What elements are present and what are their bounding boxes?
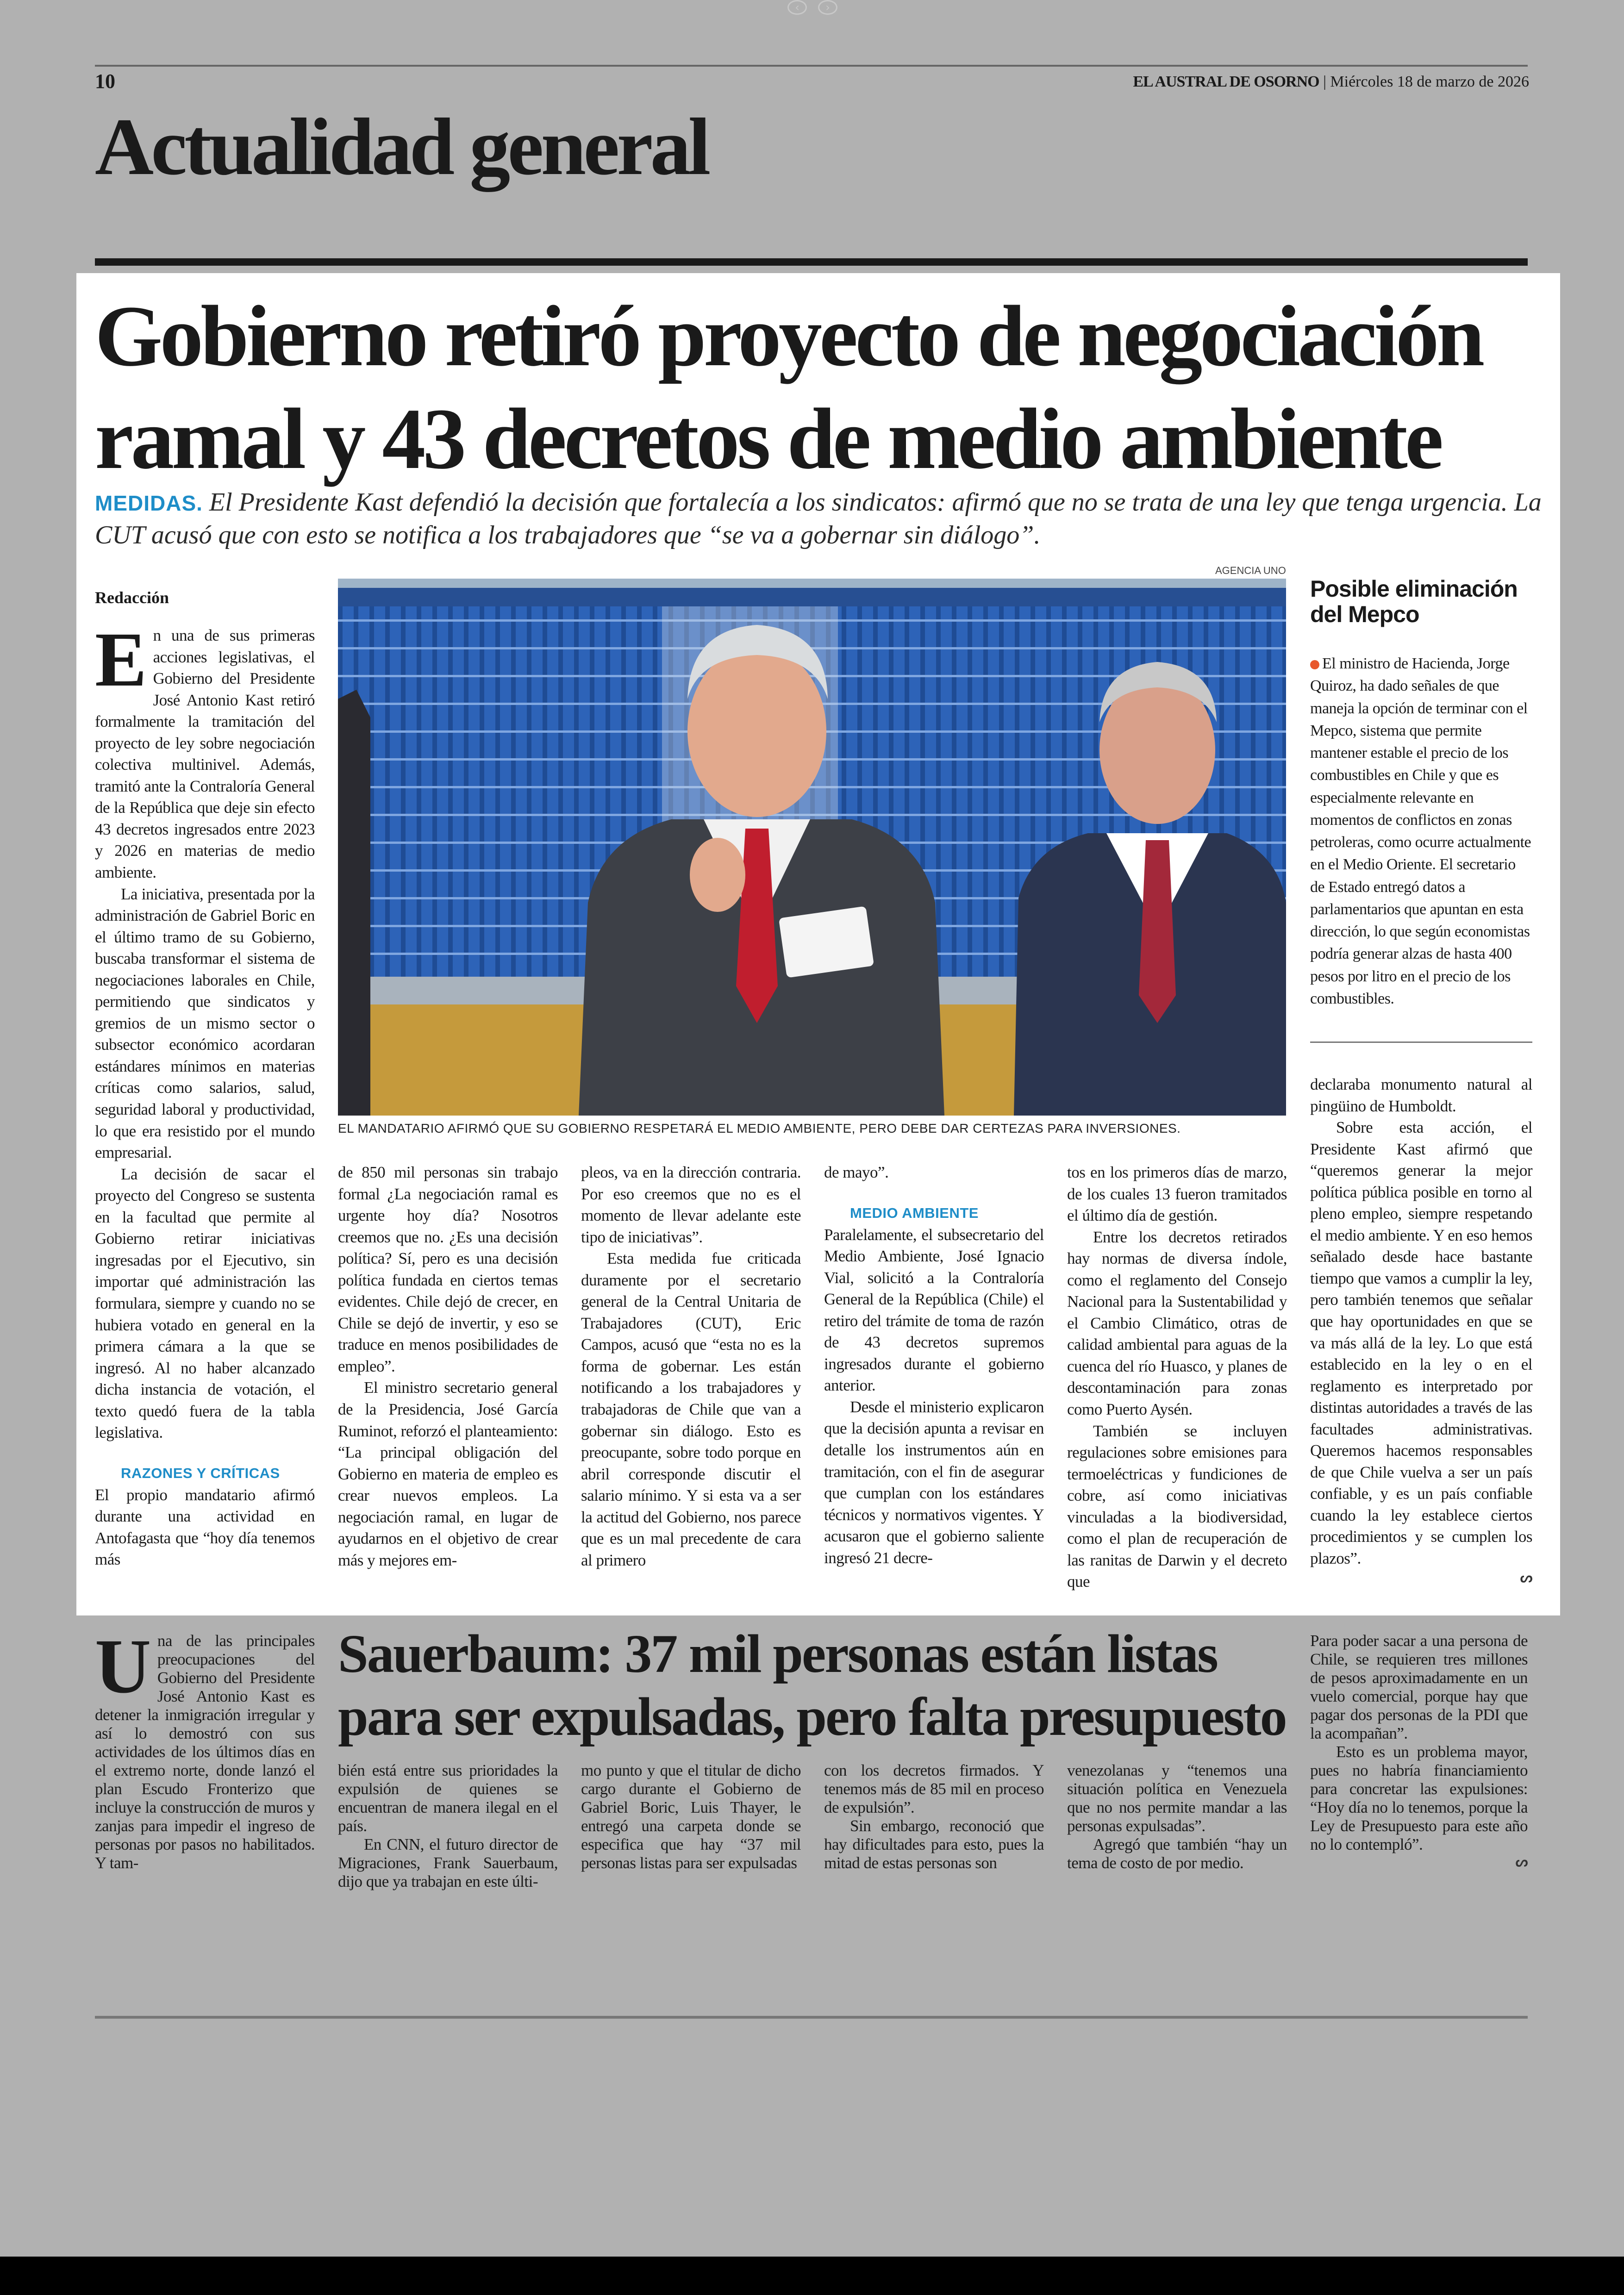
paragraph: Para poder sacar a una persona de Chile, se requieren tres millones de pesos aproximadamente en un vuelo comercial, porque hay que pagar dos personas de la PDI que la acompañan”. <box>1310 1632 1528 1742</box>
paragraph: La iniciativa, presentada por la administración de Gabriel Boric en el último tramo de su Gobierno, buscaba transformar el sistema de negociaciones laborales en Chile, permitiendo que sindicatos y gremios de un mismo sector o subsector económico acordaran estándares mínimos en materias críticas como salarios, salud, seguridad laboral y productividad, lo que era resistido por el mundo empresarial. <box>95 885 315 1162</box>
bottom-rule <box>95 2016 1528 2019</box>
paragraph: de mayo”. <box>824 1163 889 1181</box>
article-deck <box>95 486 1549 551</box>
paragraph: Entre los decretos retirados hay normas de diversa índole, como el reglamento del Consejo Nacional para la Sustentabilidad y el Cambio Climático, otras de calidad ambiental para aguas de la cuenca del río Huasco, y planes de descontaminación para zonas como Puerto Aysén. <box>1067 1228 1287 1419</box>
paragraph: tos en los primeros días de marzo, de los cuales 13 fueron tramitados el último día de gestión. <box>1067 1163 1287 1225</box>
paragraph: El ministro secretario general de la Presidencia, José García Ruminot, reforzó el planteamiento: “La principal obligación del Gobierno en materia de empleo es crear nuevos empleos. La negociación ramal, en lugar de ayudarnos en el objetivo de crear más y mejores em- <box>338 1378 558 1569</box>
second-column-4 <box>824 1761 1044 1872</box>
article-column-4 <box>824 1162 1044 1569</box>
paragraph: En CNN, el futuro director de Migraciones, Frank Sauerbaum, dijo que ya trabajan en este últi- <box>338 1835 558 1890</box>
end-mark-icon: ᔕ <box>1515 1854 1528 1870</box>
section-rule <box>95 258 1528 266</box>
paragraph: Una de las principales preocupaciones del Gobierno del Presidente José Antonio Kast es detener la inmigración irregular y así lo demostró con sus actividades de los últimos días en el extremo norte, donde lanzó el plan Escudo Fronterizo que incluye la construcción de muros y zanjas para impedir el ingreso de personas por pasos no habilitados. Y tam- <box>95 1623 315 1872</box>
paragraph: con los decretos firmados. Y tenemos más de 85 mil en proceso de expulsión”. <box>824 1761 1044 1816</box>
section-title: Actualidad general <box>95 102 708 192</box>
second-column-2 <box>338 1761 558 1891</box>
photo-credit: AGENCIA UNO <box>1215 565 1286 576</box>
paragraph: Esta medida fue criticada duramente por el secretario general de la Central Unitaria de Trabajadores (CUT), Eric Campos, acusó que “esta no es la forma de gobernar. Les están notificando a los trabajadores y trabajadoras de Chile que van a gobernar sin diálogo. Esto es preocupante, sobre todo porque en abril corresponde discutir el salario mínimo. Y si esta va a ser la actitud del Gobierno, nos parece que es un mal precedente de cara al primero <box>581 1249 801 1569</box>
second-headline: Sauerbaum: 37 mil personas están listas para ser expulsadas, pero falta presupuesto <box>338 1623 1286 1747</box>
paragraph: El propio mandatario afirmó durante una actividad en Antofagasta que “hoy día tenemos más <box>95 1485 315 1569</box>
second-column-5 <box>1067 1761 1287 1872</box>
subhead: RAZONES Y CRÍTICAS <box>121 1465 280 1481</box>
paragraph: declaraba monumento natural al pingüino de Humboldt. <box>1310 1075 1532 1115</box>
article-column-5 <box>1067 1162 1287 1593</box>
viewer-bottom-bar <box>0 2257 1624 2295</box>
byline: Redacción <box>95 588 169 607</box>
sidebar-text: El ministro de Hacienda, Jorge Quiroz, ha dado señales de que maneja la opción de terminar con el Mepco, sistema que permite mantener estable el precio de los combustibles en Chile y que es especialmente relevante en momentos de conflictos en zonas petroleras, como ocurre actualmente en el Medio Oriente. El secretario de Estado entregó datos a parlamentarios que apuntan en esta dirección, lo que según economistas podría generar alzas de hasta 400 pesos por litro en el precio de los combustibles. <box>1310 655 1531 1007</box>
paragraph: venezolanas y “tenemos una situación política en Venezuela que no nos permite mandar a las personas expulsadas”. <box>1067 1761 1287 1835</box>
chevron-right-icon[interactable]: › <box>818 0 837 15</box>
deck-text: El Presidente Kast defendió la decisión que fortalecía a los sindicatos: afirmó que no se trata de una ley que tenga urgencia. La CUT acusó que con esto se notifica a los trabajadores que “se va a gobernar sin diálogo”. <box>95 488 1542 549</box>
paragraph: Paralelamente, el subsecretario del Medio Ambiente, José Ignacio Vial, solicitó a la Contraloría General de la República (Chile) el retiro del trámite de toma de razón de 43 decretos supremos ingresados durante el gobierno anterior. <box>824 1225 1044 1395</box>
second-column-1 <box>95 1623 315 1872</box>
page-number: 10 <box>95 70 115 93</box>
paragraph: También se incluyen regulaciones sobre emisiones para termoeléctricas y fundiciones de cobre, así como iniciativas vinculadas a la biodiversidad, como el plan de recuperación de las ranitas de Darwin y el decreto que <box>1067 1422 1287 1591</box>
second-column-3 <box>581 1761 801 1872</box>
paragraph: de 850 mil personas sin trabajo formal ¿La negociación ramal es urgente hoy día? Nosotros creemos que no. ¿Es una decisión política? Sí, pero es una decisión política fundada en ciertos temas evidentes. Chile dejó de crecer, en Chile se dejó de invertir, y eso se traduce en menos posibilidades de empleo”. <box>338 1163 558 1375</box>
photo-caption: EL MANDATARIO AFIRMÓ QUE SU GOBIERNO RESPETARÁ EL MEDIO AMBIENTE, PERO DEBE DAR CERTEZAS PARA INVERSIONES. <box>338 1121 1181 1135</box>
sidebar-title: Posible eliminación del Mepco <box>1310 576 1518 627</box>
deck-kicker: MEDIDAS. <box>95 491 203 515</box>
second-column-6 <box>1310 1632 1528 1870</box>
sidebar-rule <box>1310 1041 1532 1043</box>
article-column-6 <box>1310 1074 1532 1586</box>
paragraph: Sobre esta acción, el Presidente Kast afirmó que “queremos generar la mejor política pública posible en torno al pleno empleo, siempre respetando el medio ambiente. Y en eso hemos señalado desde hace bastante tiempo que vamos a cumplir la ley, pero también tenemos que señalar que hay oportunidades en que se va más allá de la ley. Lo que está establecido en la ley o en el reglamento es interpretado por distintas autoridades a través de las facultades administrativas. Queremos hacemos responsables de que Chile vuelva a ser un país confiable, y es un país confiable cuando la ley establece ciertos procedimientos y se cumplen los plazos”. <box>1310 1118 1532 1568</box>
publication-name: EL AUSTRAL DE OSORNO <box>1133 73 1319 90</box>
end-mark-icon: ᔕ <box>1520 1570 1532 1585</box>
article-column-1 <box>95 617 315 1571</box>
paragraph: Sin embargo, reconoció que hay dificultades para esto, pues la mitad de estas personas son <box>824 1817 1044 1872</box>
paragraph: mo punto y que el titular de dicho cargo durante el Gobierno de Gabriel Boric, Luis Thayer, le entregó una carpeta donde se especifica que hay “37 mil personas listas para ser expulsadas <box>581 1761 801 1872</box>
sidebar-body <box>1310 653 1532 1010</box>
main-headline: Gobierno retiró proyecto de negociación ramal y 43 decretos de medio ambiente <box>95 287 1482 487</box>
paragraph: Agregó que también “hay un tema de costo de por medio. <box>1067 1835 1287 1872</box>
dateline <box>1133 73 1529 91</box>
article-column-2 <box>338 1162 558 1571</box>
issue-date: | Miércoles 18 de marzo de 2026 <box>1323 73 1529 90</box>
paragraph: La decisión de sacar el proyecto del Congreso se sustenta en la facultad que permite al Gobierno retirar iniciativas ingresadas por el Ejecutivo, sin importar qué administración las formulara, siempre y cuando no se hubiera votado en general en la primera cámara a la que se ingresó. Al no haber alcanzado dicha instancia de votación, el texto quedó fuera de la tabla legislativa. <box>95 1165 315 1442</box>
paragraph: Desde el ministerio explicaron que la decisión apunta a revisar en detalle los instrumentos aún en tramitación, con el fin de asegurar que cumplan con los estándares técnicos y normativos vigentes. Y acusaron que el gobierno saliente ingresó 21 decre- <box>824 1397 1044 1567</box>
header-rule <box>95 65 1528 67</box>
chevron-left-icon[interactable]: ‹ <box>787 0 807 15</box>
paragraph: bién está entre sus prioridades la expulsión de quienes se encuentran de manera ilegal en el país. <box>338 1761 558 1835</box>
article-photo <box>338 579 1286 1116</box>
page-navigation <box>778 0 847 19</box>
main-article <box>76 273 1560 1615</box>
bullet-dot-icon <box>1310 660 1319 669</box>
subhead: MEDIO AMBIENTE <box>850 1204 979 1221</box>
paragraph: Esto es un problema mayor, pues no habría financiamiento para concretar las expulsiones: “Hoy día no lo tenemos, porque la Ley de Presupuesto para este año no lo contempló”. <box>1310 1743 1528 1853</box>
paragraph: pleos, va en la dirección contraria. Por eso creemos que no es el momento de llevar adelante este tipo de iniciativas”. <box>581 1163 801 1246</box>
paragraph: En una de sus primeras acciones legislativas, el Gobierno del Presidente José Antonio Kast retiró formalmente la tramitación del proyecto de ley sobre negociación colectiva multinivel. Además, tramitó ante la Contraloría General de la República que deje sin efecto 43 decretos ingresados entre 2023 y 2026 en materias de medio ambiente. <box>95 617 315 882</box>
article-column-3 <box>581 1162 801 1571</box>
